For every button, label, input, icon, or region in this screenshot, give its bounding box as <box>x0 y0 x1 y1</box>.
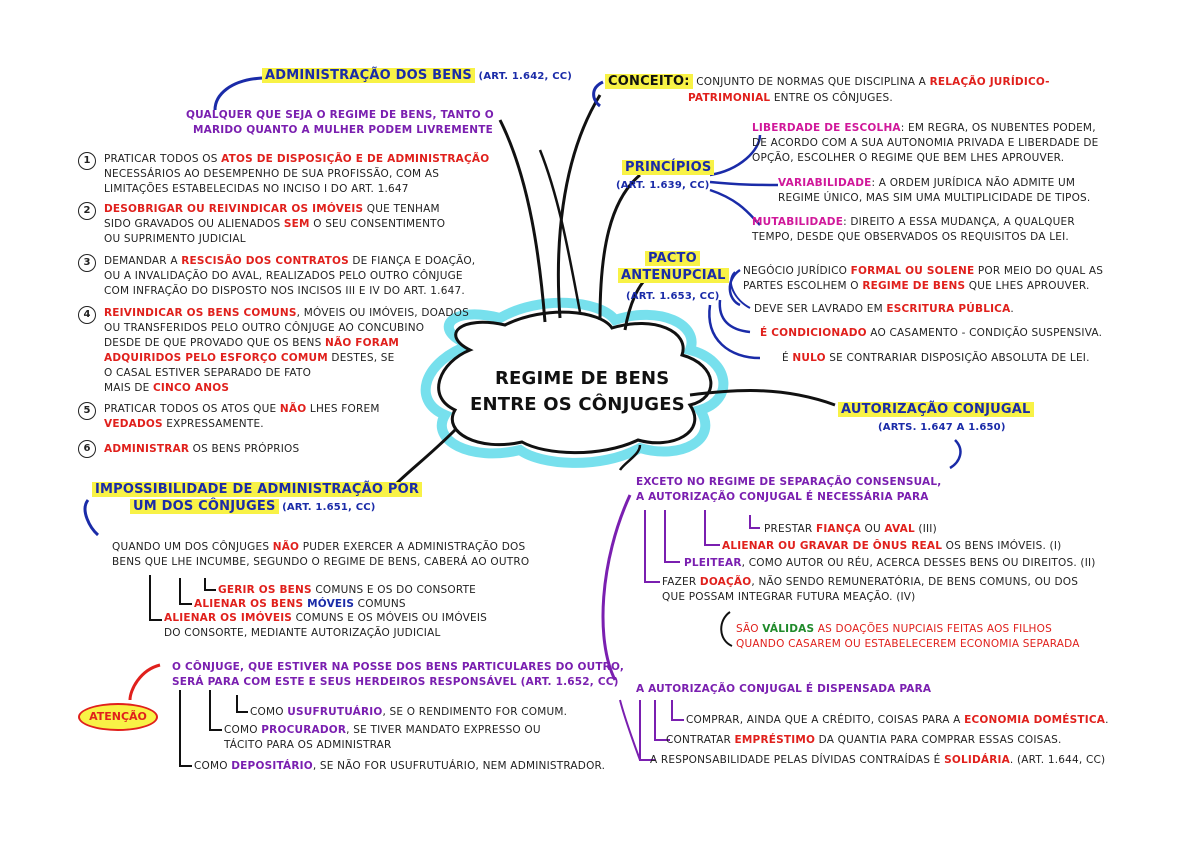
dispensada-item-emprestimo: CONTRATAR EMPRÉSTIMO DA QUANTIA PARA COMPRAR ESSAS COISAS. <box>666 734 1062 746</box>
dispensada-item-solidaria: A RESPONSABILIDADE PELAS DÍVIDAS CONTRAÍDAS É SOLIDÁRIA. (ART. 1.644, CC) <box>650 754 1106 766</box>
imposs-item-alienar-moveis: ALIENAR OS BENS MÓVEIS COMUNS <box>194 598 406 610</box>
pacto-header-2 <box>618 268 729 284</box>
imposs-ref: (ART. 1.651, CC) <box>282 502 376 513</box>
center-title-line1: REGIME DE BENS <box>495 368 670 389</box>
admin-item-3: DEMANDAR A RESCISÃO DOS CONTRATOS DE FIANÇA E DOAÇÃO, OU A INVALIDAÇÃO DO AVAL, REALIZADOS PELO OUTRO CÔNJUGE COM INFRAÇÃO DO DISPOSTO NOS INCISOS III E IV DO ART. 1.647. <box>104 255 476 297</box>
principios-title: PRINCÍPIOS <box>622 160 714 175</box>
principio-liberdade: LIBERDADE DE ESCOLHA: EM REGRA, OS NUBENTES PODEM, DE ACORDO COM A SUA AUTONOMIA PRIVADA E LIBERDADE DE OPÇÃO, ESCOLHER O REGIME QUE BEM LHES APROUVER. <box>752 122 1099 164</box>
admin-item-6: ADMINISTRAR OS BENS PRÓPRIOS <box>104 443 300 455</box>
number-badge-3: 3 <box>78 254 96 272</box>
principio-mutabilidade: MUTABILIDADE: DIREITO A ESSA MUDANÇA, A QUALQUER TEMPO, DESDE QUE OBSERVADOS OS REQUISITOS DA LEI. <box>752 216 1075 243</box>
autorizacao-header <box>838 402 1034 418</box>
pacto-item-nulo: É NULO SE CONTRARIAR DISPOSIÇÃO ABSOLUTA DE LEI. <box>782 352 1090 364</box>
atencao-item-usufrutuario: COMO USUFRUTUÁRIO, SE O RENDIMENTO FOR COMUM. <box>250 706 568 718</box>
pacto-title-2: ANTENUPCIAL <box>618 268 729 283</box>
admin-title: ADMINISTRAÇÃO DOS BENS <box>262 68 475 83</box>
conceito-line-2: PATRIMONIAL ENTRE OS CÔNJUGES. <box>688 92 893 104</box>
autorizacao-ref: (ARTS. 1.647 A 1.650) <box>878 422 1006 433</box>
necessaria-item-fianca: PRESTAR FIANÇA OU AVAL (III) <box>764 523 937 535</box>
admin-item-4: REIVINDICAR OS BENS COMUNS, MÓVEIS OU IMÓVEIS, DOADOS OU TRANSFERIDOS PELO OUTRO CÔNJUGE AO CONCUBINO DESDE DE QUE PROVADO QUE OS BENS NÃO FORAM ADQUIRIDOS PELO ESFORÇO COMUM DESTES, SE O CASAL ESTIVER SEPARADO DE FATO MAIS DE CINCO ANOS <box>104 307 469 394</box>
pacto-title-1: PACTO <box>645 251 700 266</box>
autorizacao-title: AUTORIZAÇÃO CONJUGAL <box>838 402 1034 417</box>
atencao-line-1: O CÔNJUGE, QUE ESTIVER NA POSSE DOS BENS PARTICULARES DO OUTRO, <box>172 661 625 673</box>
imposs-header-2 <box>130 499 376 515</box>
conceito-block: CONCEITO: CONJUNTO DE NORMAS QUE DISCIPLINA A RELAÇÃO JURÍDICO- <box>605 74 1050 90</box>
imposs-title-2: UM DOS CÔNJUGES <box>130 499 279 514</box>
pacto-item-condicionado: É CONDICIONADO AO CASAMENTO - CONDIÇÃO SUSPENSIVA. <box>760 327 1103 339</box>
imposs-item-gerir: GERIR OS BENS COMUNS E OS DO CONSORTE <box>218 584 477 596</box>
conceito-title: CONCEITO: <box>605 74 693 89</box>
imposs-intro: QUANDO UM DOS CÔNJUGES NÃO PUDER EXERCER A ADMINISTRAÇÃO DOS BENS QUE LHE INCUMBE, SEGUNDO O REGIME DE BENS, CABERÁ AO OUTRO <box>112 541 530 568</box>
doacoes-validas: SÃO VÁLIDAS AS DOAÇÕES NUPCIAIS FEITAS AOS FILHOS QUANDO CASAREM OU ESTABELECEREM ECONOMIA SEPARADA <box>736 623 1080 650</box>
principio-variabilidade: VARIABILIDADE: A ORDEM JURÍDICA NÃO ADMITE UM REGIME ÚNICO, MAS SIM UMA MULTIPLICIDADE DE TIPOS. <box>778 177 1091 204</box>
admin-intro-1: QUALQUER QUE SEJA O REGIME DE BENS, TANTO O <box>186 109 494 121</box>
admin-item-5: PRATICAR TODOS OS ATOS QUE NÃO LHES FOREM VEDADOS EXPRESSAMENTE. <box>104 403 380 430</box>
atencao-item-procurador: COMO PROCURADOR, SE TIVER MANDATO EXPRESSO OU TÁCITO PARA OS ADMINISTRAR <box>224 724 541 751</box>
admin-header <box>262 68 572 84</box>
number-badge-4: 4 <box>78 306 96 324</box>
number-badge-5: 5 <box>78 402 96 420</box>
center-title-line2: ENTRE OS CÔNJUGES <box>470 394 685 415</box>
pacto-ref: (ART. 1.653, CC) <box>626 291 720 302</box>
pacto-item-negocio: NEGÓCIO JURÍDICO FORMAL OU SOLENE POR MEIO DO QUAL AS PARTES ESCOLHEM O REGIME DE BENS QUE LHES APROUVER. <box>743 265 1104 292</box>
autorizacao-dispensada: A AUTORIZAÇÃO CONJUGAL É DISPENSADA PARA <box>636 683 932 695</box>
admin-intro-2: MARIDO QUANTO A MULHER PODEM LIVREMENTE <box>193 124 493 136</box>
imposs-title-1: IMPOSSIBILIDADE DE ADMINISTRAÇÃO POR <box>92 482 422 497</box>
imposs-header-1 <box>92 482 422 498</box>
admin-item-1: PRATICAR TODOS OS ATOS DE DISPOSIÇÃO E DE ADMINISTRAÇÃO NECESSÁRIOS AO DESEMPENHO DE SUA PROFISSÃO, COM AS LIMITAÇÕES ESTABELECIDAS NO INCISO I DO ART. 1.647 <box>104 153 490 195</box>
pacto-item-escritura: DEVE SER LAVRADO EM ESCRITURA PÚBLICA. <box>754 303 1014 315</box>
dispensada-item-comprar: COMPRAR, AINDA QUE A CRÉDITO, COISAS PARA A ECONOMIA DOMÉSTICA. <box>686 714 1109 726</box>
atencao-badge: ATENÇÃO <box>78 703 158 731</box>
pacto-header-1 <box>645 251 700 267</box>
autorizacao-necessaria-2: A AUTORIZAÇÃO CONJUGAL É NECESSÁRIA PARA <box>636 491 929 503</box>
admin-ref: (ART. 1.642, CC) <box>478 71 573 82</box>
number-badge-2: 2 <box>78 202 96 220</box>
autorizacao-necessaria-1: EXCETO NO REGIME DE SEPARAÇÃO CONSENSUAL, <box>636 476 942 488</box>
number-badge-1: 1 <box>78 152 96 170</box>
necessaria-item-doacao: FAZER DOAÇÃO, NÃO SENDO REMUNERATÓRIA, DE BENS COMUNS, OU DOS QUE POSSAM INTEGRAR FUTURA MEAÇÃO. (IV) <box>662 576 1079 603</box>
imposs-item-alienar-imoveis: ALIENAR OS IMÓVEIS COMUNS E OS MÓVEIS OU IMÓVEIS DO CONSORTE, MEDIANTE AUTORIZAÇÃO JUDICIAL <box>164 612 487 639</box>
atencao-line-2: SERÁ PARA COM ESTE E SEUS HERDEIROS RESPONSÁVEL (ART. 1.652, CC) <box>172 676 619 688</box>
necessaria-item-alienar: ALIENAR OU GRAVAR DE ÔNUS REAL OS BENS IMÓVEIS. (I) <box>722 540 1062 552</box>
admin-item-2: DESOBRIGAR OU REIVINDICAR OS IMÓVEIS QUE TENHAM SIDO GRAVADOS OU ALIENADOS SEM O SEU CONSENTIMENTO OU SUPRIMENTO JUDICIAL <box>104 203 446 245</box>
number-badge-6: 6 <box>78 440 96 458</box>
principios-ref: (ART. 1.639, CC) <box>616 180 710 191</box>
atencao-item-depositario: COMO DEPOSITÁRIO, SE NÃO FOR USUFRUTUÁRIO, NEM ADMINISTRADOR. <box>194 760 606 772</box>
principios-header <box>622 160 714 176</box>
necessaria-item-pleitear: PLEITEAR, COMO AUTOR OU RÉU, ACERCA DESSES BENS OU DIREITOS. (II) <box>684 557 1096 569</box>
